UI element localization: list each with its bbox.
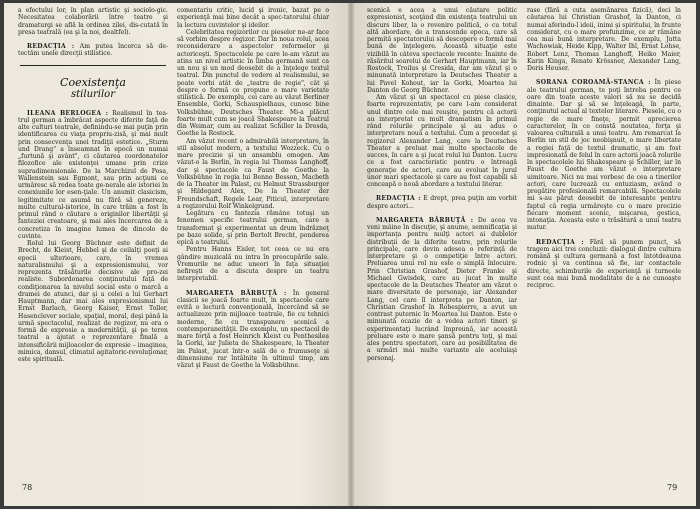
section-divider	[20, 65, 166, 66]
paragraph: comentariu critic, lucid şi ironic, bazat pe o experienţă mai bine decât a spec-tatorului chiar la lectura cuvintelor şi ideilor.	[177, 7, 329, 29]
right-page	[351, 3, 696, 506]
section-title: Coexistenţa	[60, 75, 126, 89]
paragraph: a efectului lor, în plan artistic şi sociolo-gic. Necesitatea colaborării între teatre şi dramaturgi se află la ordinea zilei, dis-cutată în presa teatrală (ea şi la noi, dealtfel).	[18, 7, 168, 36]
speaker-label: SORANA COROAMĂ-STANCA :	[536, 79, 651, 87]
speaker-text: Realismul în tea-trul german a îmbrăcat aspecte diferite faţă de alte culturi teatrale, definindu-se mai puţin prin identificarea cu viaţa propriu-zisă, şi mai mult prin consecvenţa unei tradiţii estetice. „Sturm und Drang" a înseamnat în epocă un numai „furtună şi avânt", ci căutarea coordonatelor filozofice ale existenţei umane prin crize supradimensionale. De la Marchizul de Posa, Wallenstein sau Egmont, sau prin acţiuni ce urmăresc să redea toate ge-nerale ale istoriei în conexiunile lor esen-ţiale. Un anumit clasicism, legitimitate ce asumă nu fără să genereze, multe cultural-istorice, în care trăim a fost în primul rând o căutare a originilor libertăţii şi fanteziei creatoare, şi mai ales încercarea de a concretiza în imagine lumea de dincolo de cuvinte.	[18, 109, 168, 240]
paragraph: rase (fără a cuta asemănarea fizică), deci în căutarea lui Christian Grashof, la Danton, ci numai aferindu-l ideii, inimi şi spiritului, în frunte considerat, cu o mare profunzime, ce ar rămâne cea mai bună interpretare. De exemplu, Jutta Wachowiak, Heide Kipp, Walter Ihl, Ernst Lohse, Robert Lenz, Thomas Langhoff, Heiko Maier, Karin Kinga, Renate Krössner, Alexander Lang, Doris Heuser.	[527, 7, 681, 72]
speaker-paragraph	[177, 290, 329, 370]
speaker-label: ILEANA BERLOGEA :	[27, 109, 109, 117]
section-title-line2: stilurilor	[71, 88, 115, 100]
speaker-paragraph	[18, 110, 168, 241]
speaker-paragraph	[367, 217, 517, 362]
right-column-1	[367, 7, 517, 477]
page-number: 78	[22, 483, 33, 492]
paragraph: Am văzut recent o admirabilă interpretare, în stil absolut modern, a textului Wozzeck. Cu o mare precizie şi un ansamblu omogen. Am văzut-o la Berlin, în regia lui Thomas Langhoff, dar şi spectacole ca Faust de Goethe la Volksbühne în regia lui Benno Besson, Macbeth de la Theater im Palast, cu Helmut Strassburger şi Hildegard Alex, De la Theater der Freundschaft, Regele Lear, Piticul, interpretare a regizorului Rolf Winkelgrund.	[177, 137, 329, 210]
left-column-1	[18, 7, 168, 477]
speaker-label: REDACŢIA :	[27, 43, 75, 50]
speaker-text: În general clasicii se joacă foarte mult, în spectacole care evită o lectură convenţională, încercând să se actualizeze prin mijloace teatrale, fie cu tehnici moderne, fie cu transpunere scenică a contemporaneităţii. De exemplu, un spectacol de mare forţă a fost Heinrich Kleist cu Penthesilea la Gorki, iar Julieta de Shakespeare, la Theater im Palast, jucat într-o sală de o frumuseţe și dimensiune rar întâlnite în ultimul timp, am văzut şi Faust de Goethe la Volksbühne.	[177, 289, 329, 369]
paragraph: scenică e acea a unui căutare politic expresionist, scoţând din existenţa teatrului un discurs liber, la o revenire politică, o cu totul altă abordare, de a transcende epoca, care să permită spectatorului să descopere o formă mai bună de înţelegere. Această situaţie este vizibilă în câteva spectacole recente: Înainte de răsăritul soarelui de Gerhart Hauptmann, iar în Rostock, Troilus şi Cresida, dar am văzut şi o minunată interpretare la Deutsches Theater a lui Pavel Kohout, iar la Gorki, Moartea lui Danton de Georg Büchner.	[367, 7, 517, 94]
speaker-label: REDACŢIA :	[376, 195, 421, 203]
page-number: 79	[667, 483, 678, 492]
left-page	[4, 3, 351, 506]
speaker-label: REDACŢIA :	[536, 238, 584, 246]
speaker-label: MARGARETA BĂRBUŢĂ :	[186, 289, 287, 297]
speaker-text: E drept, prea puţin am vorbit despre actori...	[367, 195, 517, 210]
right-column-2	[527, 7, 681, 477]
paragraph: Pentru Hanns Eisler, tot ceea ce nu era gândire muzicală nu intra în preocupările sale. Vremurile ne aduc uneori în faţa situaţiei nefireşti de a discuta despre un teatru interpretabil.	[177, 246, 329, 283]
redactia-paragraph	[527, 239, 681, 290]
paragraph: Rolul lui Georg Büchner este definit de Brecht, de Kleist, Hebbel şi de ceilalţi poeţi ai epocii ulterioare, care, în vremea naturalismului şi a expresionismului, vor reprezenta trăsăturile decisive ale pro-zei realiste. Subordonarea conţinutului faţă de condiţionarea la nivelul social este o marcă a dramei de atunci, dar şi a celei a lui Gerhart Hauptmann, dar mai ales expresionismul lui Ernst Barlach, Georg Kaiser, Ernst Toller, Hasenclever sociale, spaţial, moral, deşi până la urmă spectacolul, realizat de regizor, nu era o formă de expresie a modernităţii, şi pe teren teatral a ajutat o reprezentare finală a intensificării mijloacelor de expresie – imaginea, mimica, dansul, climatul agitatoric-revoluţionar, este spirituală.	[18, 240, 168, 363]
speaker-label: MARGARETA BĂRBUŢĂ :	[376, 216, 474, 224]
book-gutter	[348, 3, 354, 506]
book-spread	[4, 3, 696, 506]
speaker-text: Fără să punem punct, să tragem aici trei concluzii: dialogul dintre cultura română şi cultura germană a fost întotdeauna rodnic şi va continua să fie, iar contactele directe, schimburile de experienţă şi turneele sunt cea mai bună modalitate de a ne cunoaşte reciproc.	[527, 238, 681, 289]
speaker-text: În piese ale teatrului german, te poţi întreba pentru ce oare din toate aceste valori să nu se decidă dinainte. Dar şi să se înţeleagă, în parte, conţinutul actual al textelor literare. Piesele, cu o regie de mare fineţe, permit aprecierea caracterelor, în ce constă noutatea, forţa şi valoarea culturală a unui teatru. Am remarcat la Berlin un stil de joc neobişnuit, o mare libertate a regiei faţă de textul dramatic, şi am fost impresionată de felul în care actorii joacă rolurile în spectacolele lui Shakespeare şi Schiller, iar în Faust de Goethe am văzut o interpretare uimitoare. Nici nu mai vorbesc de cea a tinerilor actori, care lucrează cu entuziasm, având o pregătire profesională remarcabilă. Spectacolele mi s-au părut deosebit de interesante pentru faptul că regia urmăreşte cu o mare precizie fiecare moment scenic, mişcarea, gestica, intonaţia. Aceasta este o trăsătură a unui teatru matur.	[527, 79, 681, 232]
speaker-paragraph	[527, 79, 681, 231]
paragraph: Am văzut şi un spectacol cu piese clasice, foarte reprezentativ, pe care l-am considerat unul dintre cele mai reuşite, pentru că actorii au interpretat cu mult dramatism în primul rând rolurile principale şi au adus o interpretare nouă a textului. Cum a procedat şi regizorul Alexander Lang, care la Deutsches Theater a preluat mai multe spectacole de succes, în care a şi jucat rolul lui Danton. Lucru ce a fost caracteristic pentru o întreagă generaţie de actori, care au evoluat în jurul unor mari spectacole şi care au fost capabili să conceapă o nouă abordare a textului literar.	[367, 94, 517, 188]
paragraph: Legătura cu fantezia rămâne totuşi un fenomen specific teatrului german, care a transformat şi experimentat un drum îndrăzneţ pe baze solide, şi prin Bertolt Brecht, ponderea epică a teatrului.	[177, 210, 329, 246]
redactia-paragraph	[367, 195, 517, 210]
speaker-text: Am putea încerca să de-tectăm unele direcţii stilistice.	[18, 43, 168, 58]
paragraph: Celebritatea regizorilor cu pieselor ne-ar face să vorbim despre regizor. Dar în noua rolul, acea reconsiderare a aspectelor reformelor şi actoriceşti. Spectacolele pe care le-am văzut au atins un nivel artistic în limba germană sunt ca un nou şi un mod deosebit de a înţelege textul teatral. Din punctul de vedere al realismului, se poate vorbi atât de „teatru de regie", cât şi despre o formă ce propune o mare varietate stilistică. De exemplu, cei care au văzut Berliner Ensemble, Gorki, Schauspielhaus, cunosc bine Volksbühne, Deutsches Theater. Mi-a plăcut foarte mult cum se joacă Shakespeare la Teatrul din Weimar, cum au realizat Schiller la Dresda, Goethe la Rostock.	[177, 28, 329, 138]
left-column-2	[177, 7, 329, 477]
redactia-paragraph	[18, 43, 168, 58]
speaker-text: De acea va veni mâine în discuţie, şi anume, semnificaţia şi importanţa pentru mulţi actori ai dublelor distribuţii de la diferite teatre, prin rolurile principale, care devin adesea o referinţă de interpretare şi o competiţie între actori. Preluarea unui rol nu este o simplă înlocuire. Prin Christian Grashof, Dieter Franke şi Michael Gwisdek, care au jucat în multe spectacole de la Deutsches Theater am văzut o mare diversitate de personaje, iar Alexander Lang, cel care îl interpreta pe Danton, iar Christian Grashof în Robespierre, a avut un contrast puternic în Moartea lui Danton. Este o minunată ocazie de a vedea actori tineri şi experimentaţi lucrând împreună, iar această preluare este o mare şansă pentru toţi, şi mai ales pentru spectatori, care au posibilitatea de a urmări mai multe variante ale aceluiaşi personaj.	[367, 216, 517, 362]
